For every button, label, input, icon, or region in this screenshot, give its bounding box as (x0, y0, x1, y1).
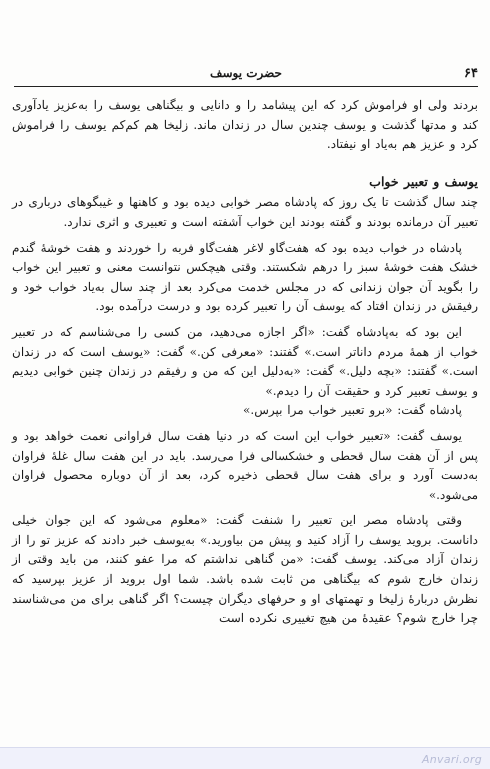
page-number: ۶۴ (464, 66, 478, 81)
paragraph-2: چند سال گذشت تا یک روز که پادشاه مصر خوابی دیده بود و کاهنها و غیبگوهای درباری در تعبیر آن درمانده بودند و گفته بودند این خواب آشفته است و تعبیری و اثری ندارد. (12, 195, 478, 229)
running-title: حضرت یوسف (210, 66, 282, 80)
section-heading: یوسف و تعبیر خواب (369, 173, 478, 189)
page-header (14, 64, 478, 87)
paragraph-4: این بود که به‌پادشاه گفت: «اگر اجازه می‌دهید، من کسی را می‌شناسم که در تعبیر خواب از همهٔ مردم داناتر است.» گفتند: «معرفی کن.» گفت: «یوسف است که در زندان است.» گفتند: «بچه دلیل.» گفت: «به‌دلیل این که من و رفیقم در زندان چنین خوابی دیدیم و یوسف تعبیر کرد و حقیقت آن را دیدم.» (12, 324, 478, 398)
footer-band (0, 747, 490, 769)
watermark-logo: Anvari.org (421, 753, 482, 766)
paragraph-7: وقتی پادشاه مصر این تعبیر را شنفت گفت: «معلوم می‌شود که این جوان خیلی داناست. بروید یوسف را آزاد کنید و پیش من بیاورید.» به‌یوسف خبر دادند که عزیز تو را از زندان آزاد می‌کند. یوسف گفت: «من گناهی نداشتم که مرا عفو کنند، من باید وقتی از زندان خارج شوم که بیگناهی من ثابت شده باشد. شما اول بروید از عزیز بپرسید که نظرش دربارهٔ زلیخا و تهمتهای او و حرفهای دیگران چیست؟ اگر گناهی برای من می‌شناسند چرا خارج شوم؟ عقیدهٔ من هیچ تغییری نکرده است (12, 513, 478, 626)
page-body (12, 96, 478, 629)
paragraph-1: بردند ولی او فراموش کرد که این پیشامد را و دانایی و بیگناهی یوسف را به‌عزیز یادآوری کند و مدتها گذشت و یوسف چندین سال در زندان ماند. زلیخا هم کم‌کم یوسف را فراموش کرد و عزیز هم به‌یاد او نیفتاد. (12, 98, 478, 152)
paragraph-6: یوسف گفت: «تعبیر خواب این است که در دنیا هفت سال فراوانی نعمت خواهد بود و پس از آن هفت سال قحطی و خشکسالی فرا می‌رسد. باید در این هفت سال غلهٔ فراوان به‌دست آورد و برای هفت سال قحطی ذخیره کرد، بعد از آن دوباره محصول فراوان می‌شود.» (12, 428, 478, 502)
paragraph-3: پادشاه در خواب دیده بود که هفت‌گاو لاغر هفت‌گاو فربه را خوردند و هفت خوشهٔ گندم خشک هفت خوشهٔ سبز را درهم شکستند. وقتی هیچکس نتوانست معنی و تعبیر این خواب را بگوید آن جوان زندانی که در مجلس خدمت می‌کرد بعد از چند سال به‌یاد خواب خود و رفیقش در زندان افتاد که یوسف آن را تعبیر کرده بود و درست درآمده بود. (12, 240, 478, 314)
paragraph-5: پادشاه گفت: «برو تعبیر خواب مرا بپرس.» (243, 403, 462, 418)
